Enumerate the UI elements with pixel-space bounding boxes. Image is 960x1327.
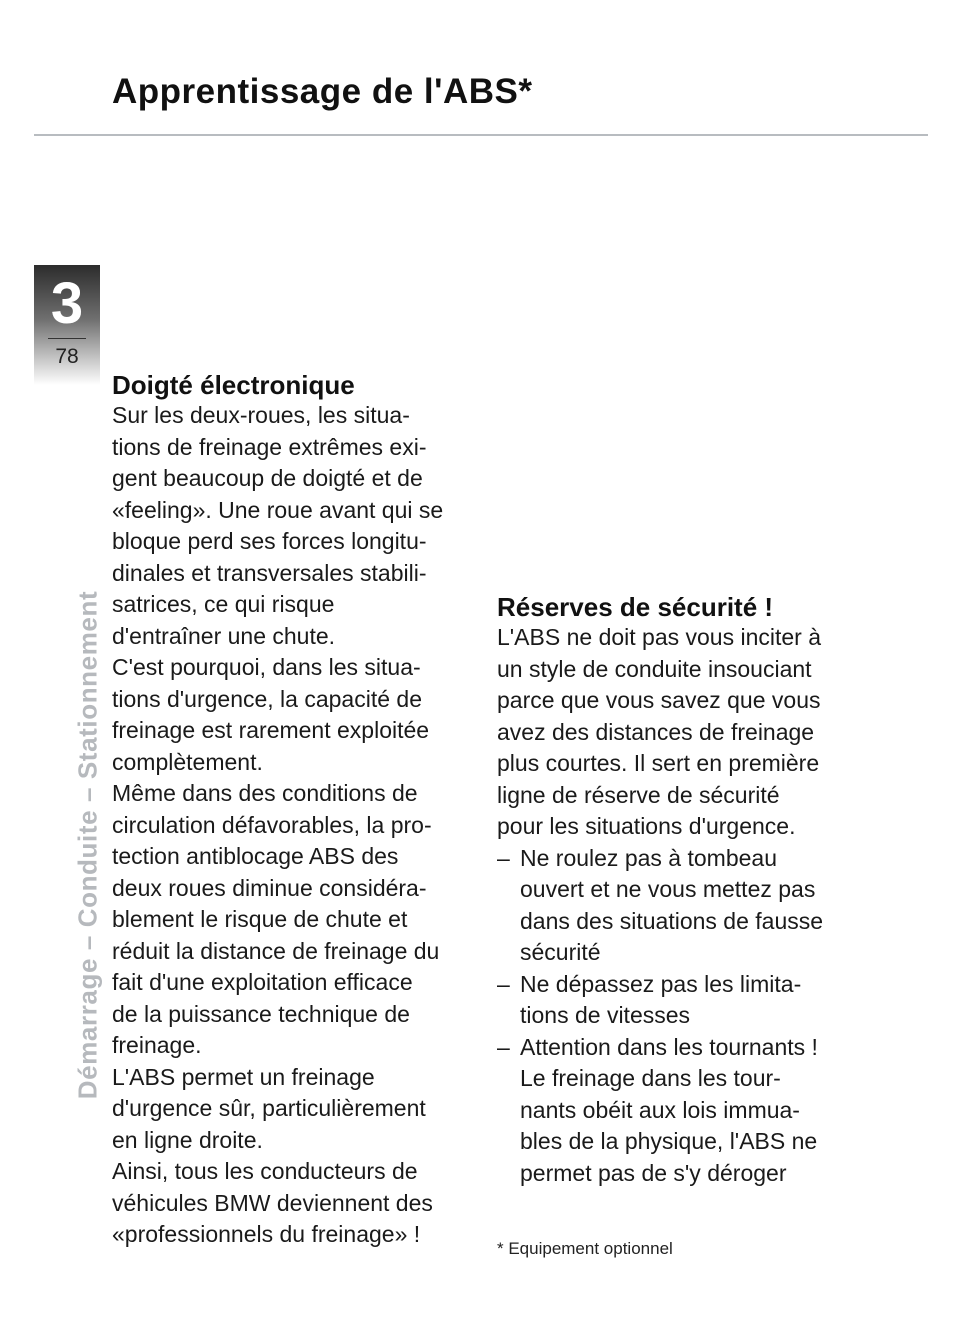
right-column — [497, 592, 877, 1189]
chapter-tab — [34, 265, 100, 385]
section-heading-reserves: Réserves de sécurité ! — [497, 592, 774, 622]
left-paragraphs — [112, 400, 492, 1251]
bullet-text: Ne roulez pas à tombeau ouvert et ne vous mettez pas dans des situations de fausse sécurité — [520, 844, 824, 965]
page-title: Apprentissage de l'ABS* — [112, 72, 533, 111]
section-heading-doigte: Doigté électronique — [112, 370, 355, 400]
bullet-marker: – — [497, 844, 510, 871]
paragraph: Ainsi, tous les conducteurs de véhicules BMW deviennent des «professionnels du freinage» ! — [112, 1158, 433, 1247]
bullet-list — [497, 843, 877, 1190]
left-column — [112, 370, 492, 1251]
bullet-text: Attention dans les tournants ! Le freinage dans les tour- nants obéit aux lois immua- bles de la physique, l'ABS ne permet pas de s'y déroger — [520, 1033, 818, 1186]
page-number: 78 — [55, 345, 79, 368]
paragraph: Sur les deux-roues, les situa- tions de freinage extrêmes exi- gent beaucoup de doigté et de «feeling». Une roue avant qui se bloque perd ses forces longitu- dinales et transversales stabili- satrices, ce qui risque d'entraîner une chute. — [112, 402, 444, 649]
chapter-side-label: Démarrage – Conduite – Stationnement — [72, 590, 103, 1100]
section-intro: L'ABS ne doit pas vous inciter à un style de conduite insouciant parce que vous savez que vous avez des distances de freinage plus courtes. Il sert en première ligne de réserve de sécurité pour les situations d'urgence. — [497, 624, 822, 839]
footnote: * Equipement optionnel — [497, 1239, 673, 1258]
paragraph: L'ABS permet un freinage d'urgence sûr, particulièrement en ligne droite. — [112, 1063, 426, 1153]
list-item — [497, 843, 877, 969]
bullet-text: Ne dépassez pas les limita- tions de vitesses — [520, 970, 802, 1028]
list-item — [497, 1032, 877, 1190]
chapter-divider — [48, 338, 86, 339]
chapter-number: 3 — [50, 271, 84, 336]
paragraph: C'est pourquoi, dans les situa- tions d'urgence, la capacité de freinage est rarement exploitée complètement. — [112, 654, 430, 775]
bullet-marker: – — [497, 1033, 510, 1060]
paragraph: Même dans des conditions de circulation défavorables, la pro- tection antiblocage ABS des deux roues diminue considéra- blement le risque de chute et réduit la distance de freinage du fait d'une exploitation efficace de la puissance technique de freinage. — [112, 780, 440, 1058]
list-item — [497, 969, 877, 1032]
bullet-marker: – — [497, 970, 510, 997]
title-divider — [34, 134, 928, 136]
